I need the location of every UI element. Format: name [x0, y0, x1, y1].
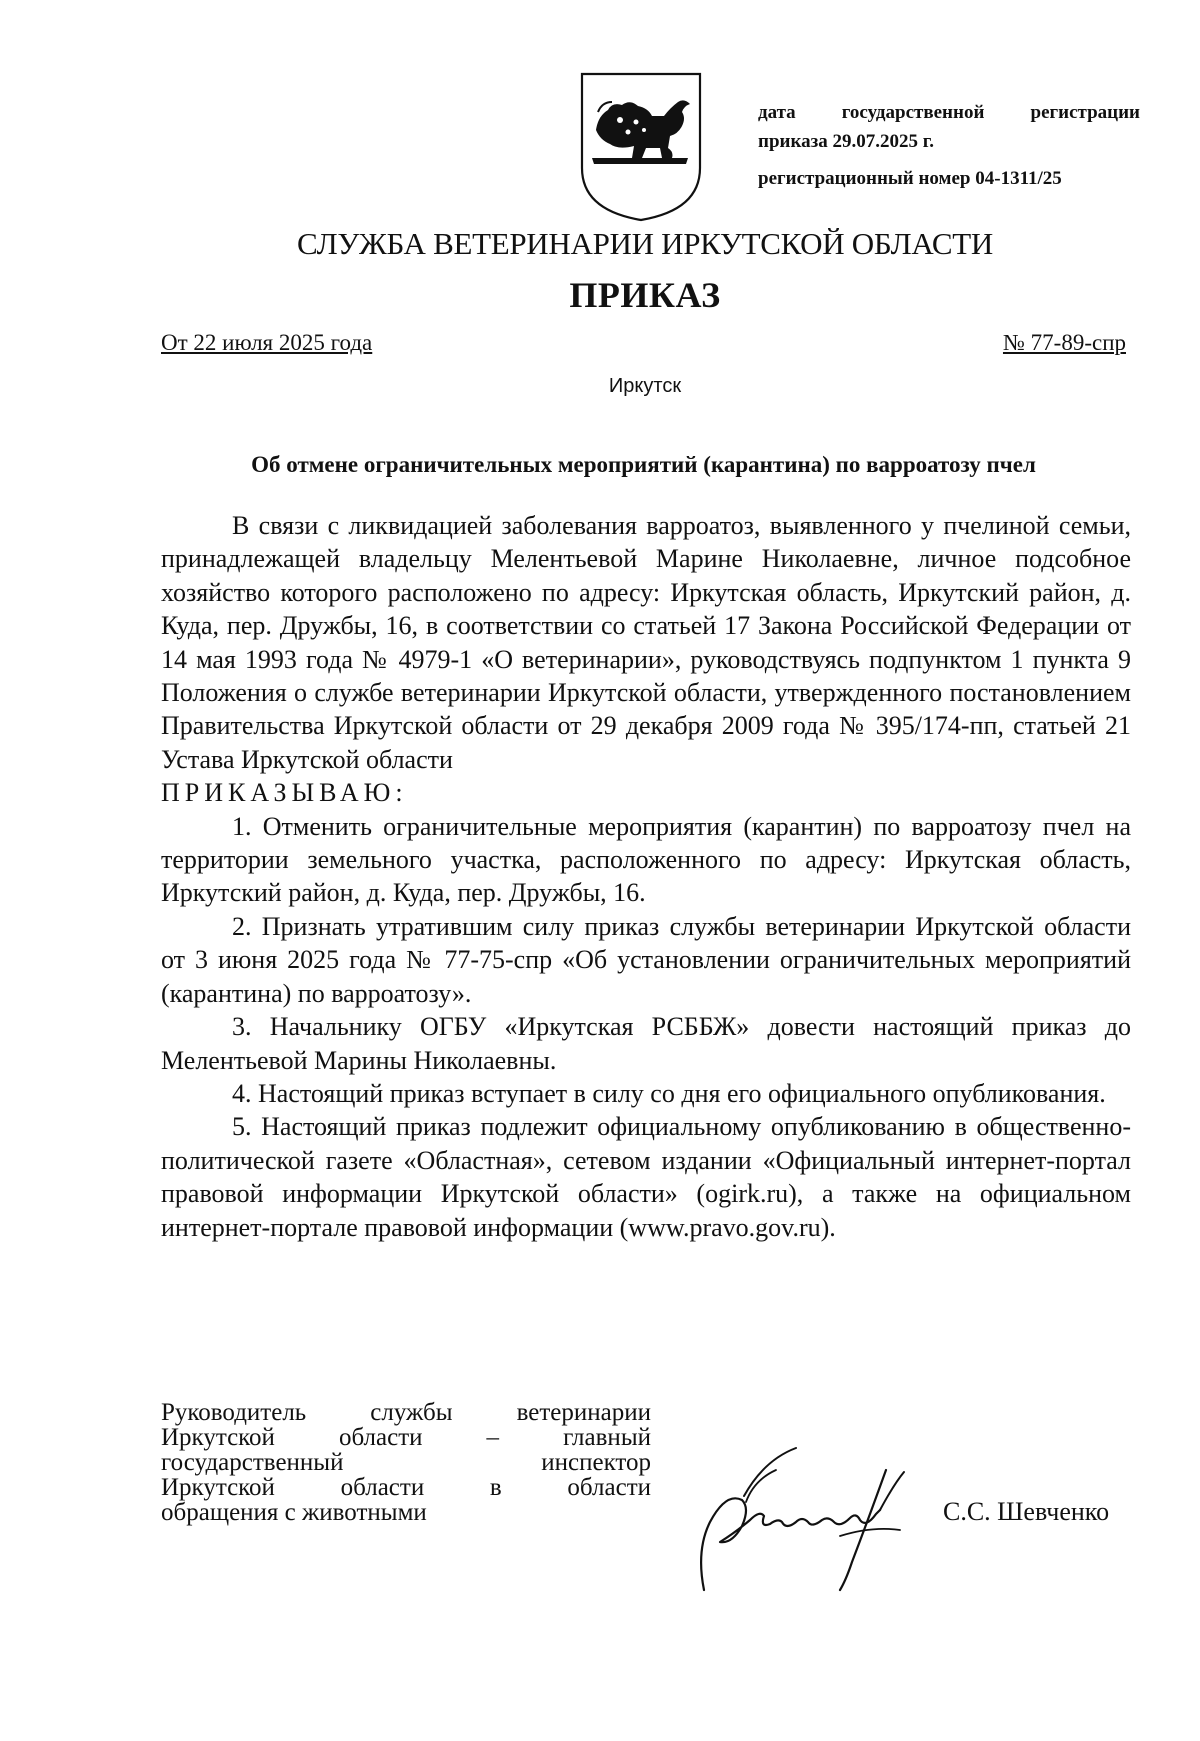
order-item: 2. Признать утратившим силу приказ службы ветеринарии Иркутской области от 3 июня 2025 года № 77-75-спр «Об установлении ограничительных мероприятий (карантина) по варроатозу». [161, 911, 1131, 1008]
signatory-title-line: Руководитель службы ветеринарии [161, 1399, 651, 1426]
registration-date: приказа 29.07.2025 г. [758, 131, 934, 152]
signatory-title-line: обращения с животными [161, 1499, 427, 1526]
registration-word: регистрации [1030, 102, 1140, 123]
order-body [161, 509, 1131, 1244]
signatory-title-line: Иркутской области – главный [161, 1424, 651, 1451]
agency-name: СЛУЖБА ВЕТЕРИНАРИИ ИРКУТСКОЙ ОБЛАСТИ [297, 226, 993, 261]
signatory-title-line: Иркутской области в области [161, 1474, 651, 1501]
order-number: № 77-89-спр [1002, 330, 1126, 355]
signer-name: С.С. Шевченко [943, 1497, 1110, 1526]
preamble-paragraph: В связи с ликвидацией заболевания варроатоз, выявленного у пчелиной семьи, принадлежащей владельцу Мелентьевой Марине Николаевне, личное подсобное хозяйство которого расположено по адресу: Иркутская область, Иркутский район, д. Куда, пер. Дружбы, 16, в соответствии со статьей 17 Закона Российской Федерации от 14 мая 1993 года № 4979-1 «О ветеринарии», руководствуясь подпунктом 1 пункта 9 Положения о службе ветеринарии Иркутской области, утвержденного постановлением Правительства Иркутской области от 29 декабря 2009 года № 395/174-пп, статьей 21 Устава Иркутской области [161, 511, 1131, 774]
registration-stamp [758, 98, 1140, 193]
order-city: Иркутск [608, 375, 682, 397]
order-item: 5. Настоящий приказ подлежит официальному опубликованию в общественно-политической газете «Областная», сетевом издании «Официальный интернет-портал правовой информации Иркутской области» (ogirk.ru), а также на официальном интернет-портале правовой информации (www.pravo.gov.ru). [161, 1112, 1131, 1242]
signatory-title [161, 1400, 651, 1525]
order-item: 3. Начальнику ОГБУ «Иркутская РСББЖ» довести настоящий приказ до Мелентьевой Марины Николаевны. [161, 1012, 1131, 1075]
registration-number: регистрационный номер 04-1311/25 [758, 168, 1062, 189]
order-date: От 22 июля 2025 года [161, 330, 373, 355]
registration-word: государственной [841, 102, 985, 123]
order-subject: Об отмене ограничительных мероприятий (карантина) по варроатозу пчел [251, 452, 1036, 477]
signatory-title-line: государственный инспектор [161, 1449, 651, 1476]
handwritten-signature [690, 1440, 960, 1595]
order-item: 1. Отменить ограничительные мероприятия (карантин) по варроатозу пчел на территории земельного участка, расположенного по адресу: Иркутская область, Иркутский район, д. Куда, пер. Дружбы, 16. [161, 811, 1131, 908]
registration-word: дата [758, 102, 796, 123]
order-item: 4. Настоящий приказ вступает в силу со дня его официального опубликования. [232, 1078, 1106, 1108]
registration-line-1 [758, 98, 1140, 127]
coat-of-arms-emblem [578, 72, 704, 222]
document-type-title: ПРИКАЗ [569, 275, 721, 315]
order-word: ПРИКАЗЫВАЮ: [161, 778, 408, 808]
